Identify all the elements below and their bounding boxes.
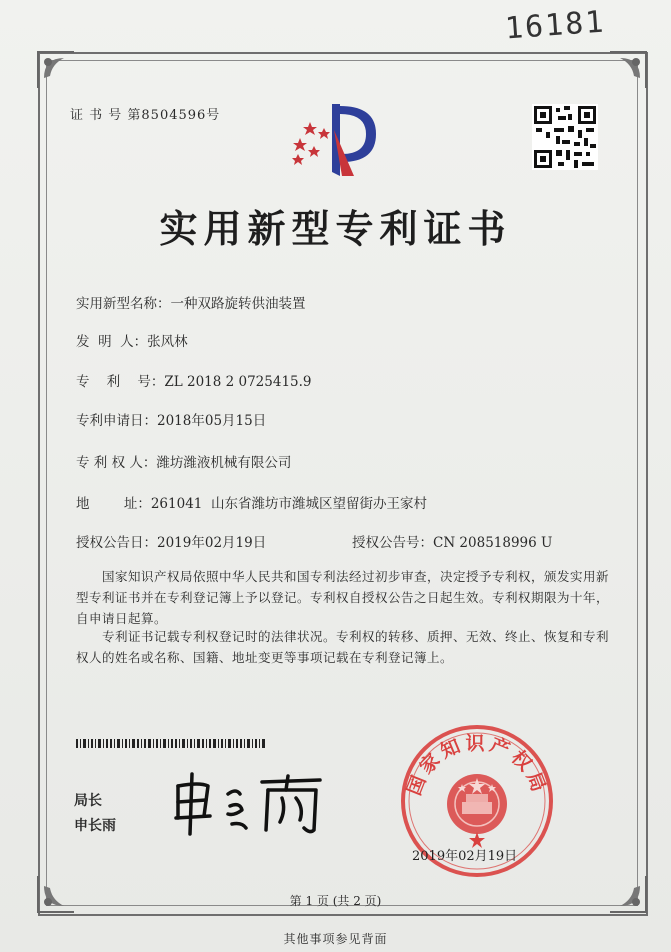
grant-date-label: 授权公告日： — [76, 535, 157, 551]
inventor-row — [76, 330, 188, 350]
seal-text: 国家知识产权局 — [403, 732, 551, 799]
patent-office-logo-icon — [280, 100, 390, 180]
svg-text:国家知识产权局 — [403, 731, 551, 798]
address-label: 地 址： — [76, 496, 151, 512]
grant-date-row — [76, 531, 266, 551]
filing-date-row — [76, 409, 266, 429]
address-row — [76, 492, 427, 512]
grant-number-value: CN 208518996 U — [433, 535, 553, 551]
footer-note: 其他事项参见背面 — [283, 932, 388, 946]
patent-number-value: ZL 2018 2 0725415.9 — [164, 374, 312, 390]
page-title: 实用新型专利证书 — [159, 206, 512, 251]
page-number: 第 1 页 (共 2 页) — [289, 894, 382, 908]
grant-number-label: 授权公告号： — [352, 535, 433, 551]
filing-date-value: 2018年05月15日 — [157, 413, 267, 429]
qr-code-icon — [532, 104, 598, 170]
handwritten-signature-icon — [170, 768, 330, 838]
corner-ornament-top-left — [34, 48, 78, 92]
handwritten-note: 16181 — [503, 4, 607, 47]
patent-number-row — [76, 370, 312, 390]
grant-number-row — [352, 531, 552, 551]
signatory-title: 局长 — [74, 793, 102, 809]
patentee-label: 专 利 权 人： — [76, 455, 157, 471]
patentee-value: 潍坊潍液机械有限公司 — [156, 455, 292, 471]
utility-model-name-row — [76, 292, 306, 312]
grant-statement-paragraph: 国家知识产权局依照中华人民共和国专利法经过初步审查，决定授予专利权，颁发实用新型专利证书并在专利登记簿上予以登记。专利权自授权公告之日起生效。专利权期限为十年，自申请日起算。 — [76, 569, 610, 626]
inventor-label: 发 明 人： — [76, 334, 148, 350]
address-value: 261041 山东省潍坊市潍城区望留街办王家村 — [150, 496, 427, 512]
patent-number-label: 专 利 号： — [76, 374, 165, 390]
inventor-value: 张风林 — [147, 334, 188, 350]
seal-date: 2019年02月19日 — [412, 849, 518, 864]
utility-model-name-label: 实用新型名称： — [76, 296, 171, 312]
utility-model-name-value: 一种双路旋转供油装置 — [170, 296, 306, 312]
filing-date-label: 专利申请日： — [76, 413, 157, 429]
signatory-name: 申长雨 — [74, 818, 116, 834]
grant-date-value: 2019年02月19日 — [157, 535, 267, 551]
barcode-icon — [76, 739, 266, 748]
certificate-number: 证 书 号 第8504596号 — [70, 108, 221, 123]
corner-ornament-top-right — [606, 48, 650, 92]
legal-status-paragraph: 专利证书记载专利权登记时的法律状况。专利权的转移、质押、无效、终止、恢复和专利权人的姓名或名称、国籍、地址变更等事项记载在专利登记簿上。 — [76, 629, 610, 665]
patentee-row — [76, 451, 291, 471]
